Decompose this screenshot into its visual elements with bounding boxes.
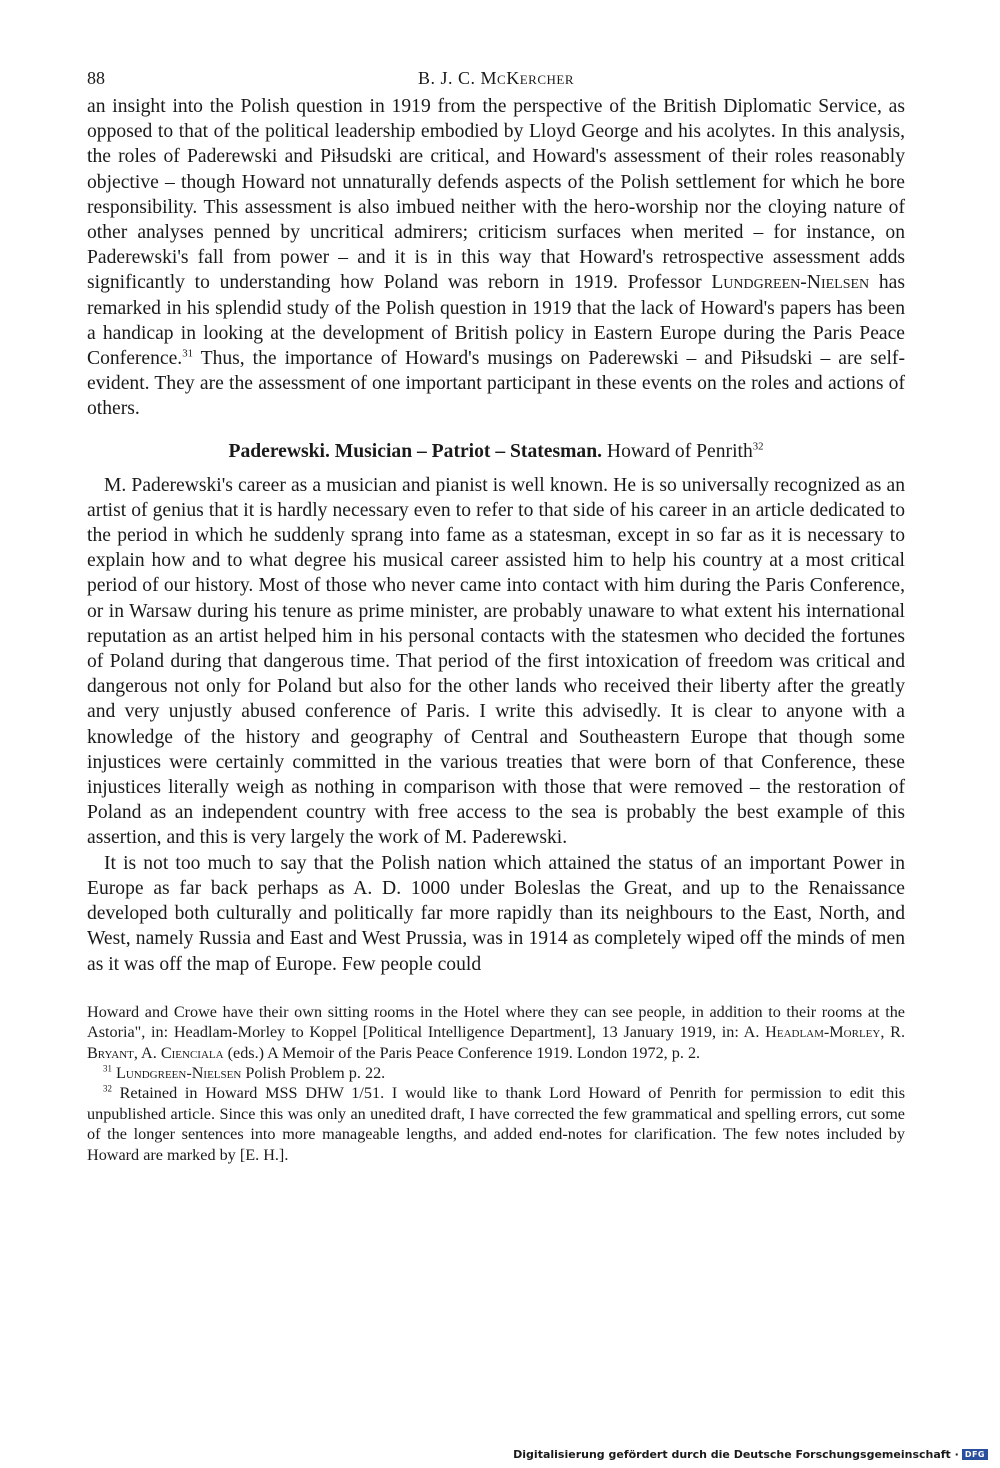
footnote-number: 32 (103, 1083, 112, 1094)
intro-cited-author: Lundgreen-Nielsen (711, 272, 870, 294)
footnote-text: (eds.) A Memoir of the Paris Peace Conference 1919. London 1972, p. 2. (223, 1043, 701, 1062)
dfg-logo: DFG (962, 1449, 988, 1460)
article-paragraph: It is not too much to say that the Polish nation which attained the status of an important Power in Europe as far back perhaps as A. D. 1000 under Boleslas the Great, and up to the Renaissance developed both culturally and politically far more rapidly than its neighbours to the East, North, and West, namely Russia and East and West Prussia, was in 1914 as completely wiped off the minds of men as it was off the map of Europe. Few people could (87, 852, 905, 975)
cited-author: Headlam-Morley (765, 1023, 881, 1042)
cited-author: Bryant (87, 1043, 134, 1062)
footnote-text: Howard and Crowe have their own sitting rooms in the Hotel where they can see people, in addition to their rooms at the Astoria", in: Headlam-Morley to Koppel [Political Intelligence Department], 13 January 1919, in: A. (87, 1002, 905, 1042)
intro-text-b: has remarked in his splendid study of the Polish question in 1919 that the lack of Howard's papers has been a handicap in looking at the development of British policy in Eastern Europe during the Paris Peace Conference. (87, 272, 905, 370)
section-title: Paderewski. Musician – Patriot – Statesman. (228, 440, 603, 462)
intro-paragraph (87, 94, 905, 422)
running-head (87, 60, 905, 94)
cited-author: Cienciala (160, 1043, 224, 1062)
author-initials: B. J. C. (418, 68, 481, 88)
book-page (87, 60, 905, 1165)
page-number: 88 (87, 68, 105, 88)
footnote-31 (87, 1063, 905, 1083)
section-heading (87, 439, 905, 465)
footnote-number: 31 (103, 1063, 112, 1074)
note-reference-31: 31 (182, 347, 193, 360)
funding-text: Digitalisierung gefördert durch die Deutsche Forschungsgemeinschaft · (513, 1448, 959, 1461)
footnote-32 (87, 1083, 905, 1165)
footnotes (87, 1002, 905, 1165)
separator: , R. (880, 1023, 905, 1042)
footnote-text: Polish Problem p. 22. (241, 1063, 386, 1082)
funding-notice (513, 1448, 988, 1461)
cited-author: Lundgreen-Nielsen (115, 1063, 242, 1082)
intro-text-c: Thus, the importance of Howard's musings on Paderewski – and Piłsudski – are self-evident. They are the assessment of one important participant in these events on the roles and actions of others. (87, 348, 905, 420)
separator: , A. (133, 1043, 161, 1062)
article-paragraph: M. Paderewski's career as a musician and pianist is well known. He is so universally recognized as an artist of genius that it is hardly necessary even to refer to that side of his career in an article dedicated to the period in which he suddenly sprang into fame as a statesman, except in so far as it is necessary to explain how and to what degree his musical career assisted him to help his country at a most critical period of our history. Most of those who never came into contact with him during the Paris Conference, or in Warsaw during his tenure as prime minister, are probably unaware to what extent his international reputation as an artist helped him in his personal contacts with the statesmen who decided the fortunes of Poland during that dangerous time. That period of the first intoxication of freedom was critical and dangerous not only for Poland but also for the other lands who received their liberty after the greatly and very unjustly abused conference of Paris. I write this advisedly. It is clear to anyone with a knowledge of the history and geography of Central and Southeastern Europe that though some injustices were certainly committed in the various treaties that were born of that Conference, these injustices literally weigh as nothing in comparison with those that were removed – the restoration of Poland as an independent country with free access to the sea is probably the best example of this assertion, and this is very largely the work of M. Paderewski. (87, 474, 905, 849)
note-reference-32: 32 (752, 440, 764, 453)
author-surname: McKercher (480, 68, 574, 88)
running-title (87, 68, 905, 89)
footnote-text: Retained in Howard MSS DHW 1/51. I would like to thank Lord Howard of Penrith for permission to edit this unpublished article. Since this was only an unedited draft, I have corrected the few grammatical and spelling errors, cut some of the longer sentences into more manageable lengths, and added end-notes for clarification. The few notes included by Howard are marked by [E. H.]. (87, 1084, 905, 1164)
intro-text-a: an insight into the Polish question in 1919 from the perspective of the British Diplomatic Service, as opposed to that of the political leadership embodied by Lloyd George and his acolytes. In this analysis, the roles of Paderewski and Piłsudski are critical, and Howard's assessment of their roles reasonably objective – though Howard not unnaturally defends aspects of the Polish settlement for which he bore responsibility. This assessment is also imbued neither with the hero-worship nor the cloying nature of other analyses penned by uncritical admirers; criticism surfaces when merited – for instance, on Paderewski's fall from power – and it is in this way that Howard's retrospective assessment adds significantly to understanding how Poland was reborn in 1919. Professor (87, 96, 905, 294)
section-author: Howard of Penrith (602, 440, 753, 462)
footnote-continued (87, 1002, 905, 1063)
